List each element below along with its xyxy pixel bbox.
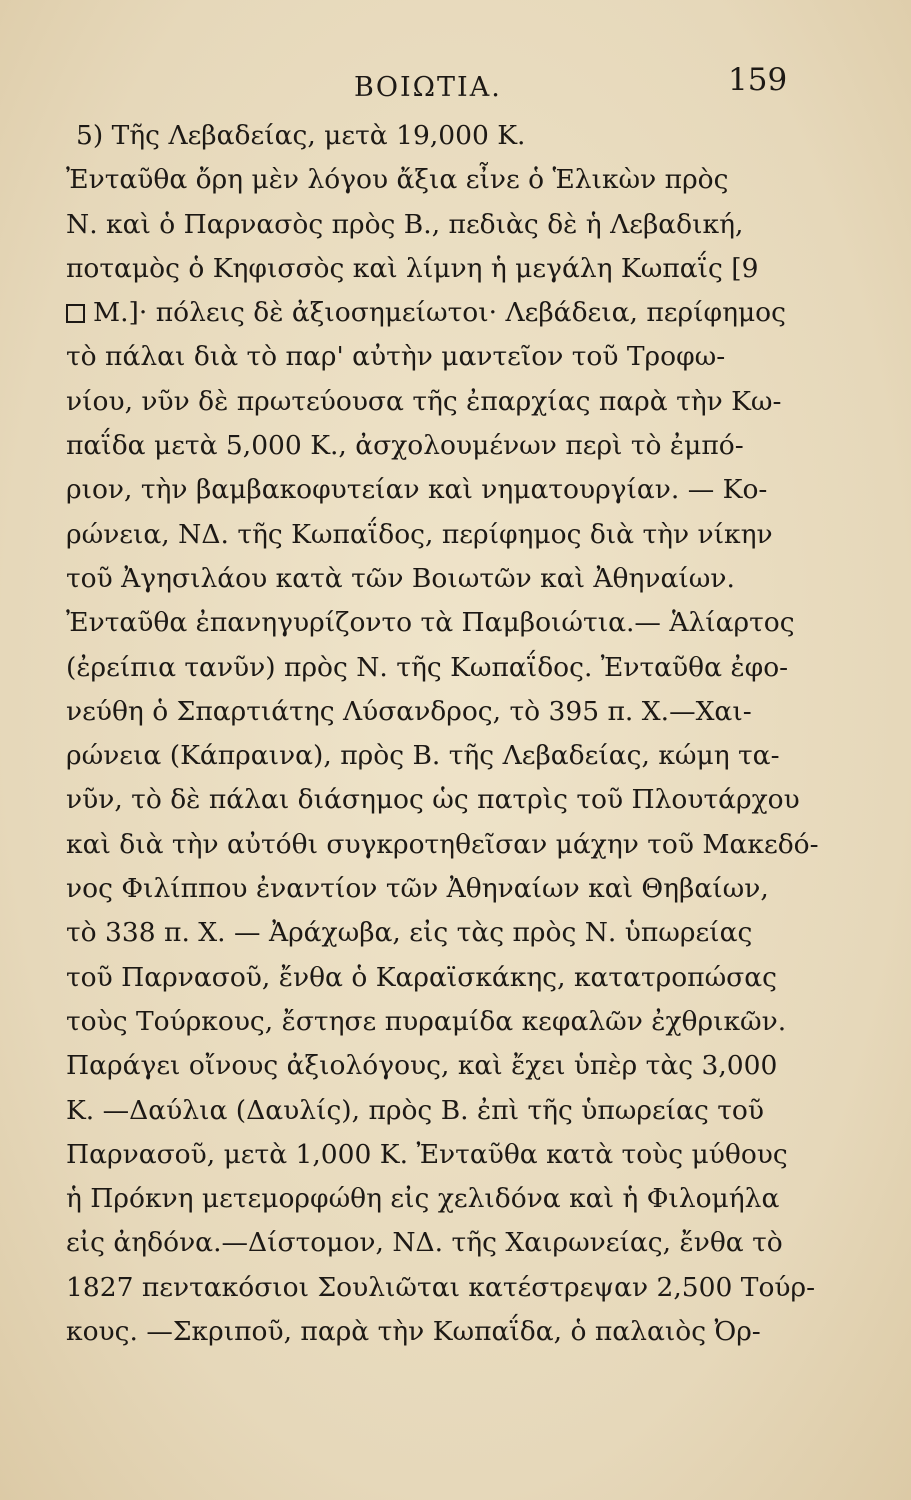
text-line: Ν. καὶ ὁ Παρνασὸς πρὸς Β., πεδιὰς δὲ ἡ Λεβαδική, — [66, 208, 744, 240]
body-text — [66, 114, 826, 1354]
text-line: νίου, νῦν δὲ πρωτεύουσα τῆς ἐπαρχίας παρὰ τὴν Κω- — [66, 385, 782, 417]
text-line: 1827 πεντακόσιοι Σουλιῶται κατέστρεψαν 2,500 Τούρ- — [66, 1271, 816, 1303]
text-line: νεύθη ὁ Σπαρτιάτης Λύσανδρος, τὸ 395 π. Χ.—Χαι- — [66, 695, 752, 727]
text-line: ἡ Πρόκνη μετεμορφώθη εἰς χελιδόνα καὶ ἡ Φιλομήλα — [66, 1183, 780, 1215]
text-line: κους. —Σκριποῦ, παρὰ τὴν Κωπαΐδα, ὁ παλαιὸς Ὀρ- — [66, 1316, 761, 1348]
text-line: (ἐρείπια τανῦν) πρὸς Ν. τῆς Κωπαΐδος. Ἐνταῦθα ἐφο- — [66, 651, 789, 683]
text-line: Παρνασοῦ, μετὰ 1,000 Κ. Ἐνταῦθα κατὰ τοὺς μύθους — [66, 1138, 788, 1170]
text-line: νῦν, τὸ δὲ πάλαι διάσημος ὡς πατρὶς τοῦ Πλουτάρχου — [66, 784, 800, 816]
text-line: Μ.]· πόλεις δὲ ἀξιοσημείωτοι· Λεβάδεια, περίφημος — [66, 291, 826, 335]
text-line: τοῦ Παρνασοῦ, ἔνθα ὁ Καραϊσκάκης, κατατροπώσας — [66, 961, 778, 993]
text-line: καὶ διὰ τὴν αὐτόθι συγκροτηθεῖσαν μάχην τοῦ Μακεδό- — [66, 828, 819, 860]
running-head — [0, 62, 911, 112]
text-line: νος Φιλίππου ἐναντίον τῶν Ἀθηναίων καὶ Θηβαίων, — [66, 873, 769, 905]
text-line: ρώνεια, ΝΔ. τῆς Κωπαΐδος, περίφημος διὰ τὴν νίκην — [66, 518, 773, 550]
text-line: τοῦ Ἀγησιλάου κατὰ τῶν Βοιωτῶν καὶ Ἀθηναίων. — [66, 562, 735, 594]
text-line: ριον, τὴν βαμβακοφυτείαν καὶ νηματουργίαν. — Κο- — [66, 474, 768, 506]
text-line: ποταμὸς ὁ Κηφισσὸς καὶ λίμνη ἡ μεγάλη Κωπαΐς [9 — [66, 252, 759, 284]
page-number: 159 — [728, 62, 788, 98]
text-line: εἰς ἀηδόνα.—Δίστομον, ΝΔ. τῆς Χαιρωνείας, ἔνθα τὸ — [66, 1227, 783, 1259]
text-line: Ἐνταῦθα ἐπανηγυρίζοντο τὰ Παμβοιώτια.— Ἁλίαρτος — [66, 607, 795, 639]
text-line: ρώνεια (Κάπραινα), πρὸς Β. τῆς Λεβαδείας, κώμη τα- — [66, 740, 780, 772]
page-title: ΒΟΙΩΤΙΑ. — [354, 72, 502, 103]
text-line: τὸ πάλαι διὰ τὸ παρ' αὐτὴν μαντεῖον τοῦ Τροφω- — [66, 341, 726, 373]
text-line: Ἐνταῦθα ὄρη μὲν λόγου ἄξια εἶνε ὁ Ἑλικὼν πρὸς — [66, 164, 729, 196]
text-line: παΐδα μετὰ 5,000 Κ., ἀσχολουμένων περὶ τὸ ἐμπό- — [66, 430, 744, 462]
text-line: Παράγει οἴνους ἀξιολόγους, καὶ ἔχει ὑπὲρ τὰς 3,000 — [66, 1050, 778, 1082]
text-line: Κ. —Δαύλια (Δαυλίς), πρὸς Β. ἐπὶ τῆς ὑπωρείας τοῦ — [66, 1094, 764, 1126]
text-line: 5) Τῆς Λεβαδείας, μετὰ 19,000 Κ. — [76, 120, 526, 151]
text-line: τοὺς Τούρκους, ἔστησε πυραμίδα κεφαλῶν ἐχθρικῶν. — [66, 1005, 787, 1037]
square-symbol-icon — [66, 304, 85, 323]
text-line: τὸ 338 π. Χ. — Ἀράχωβα, εἰς τὰς πρὸς Ν. ὑπωρείας — [66, 917, 753, 949]
